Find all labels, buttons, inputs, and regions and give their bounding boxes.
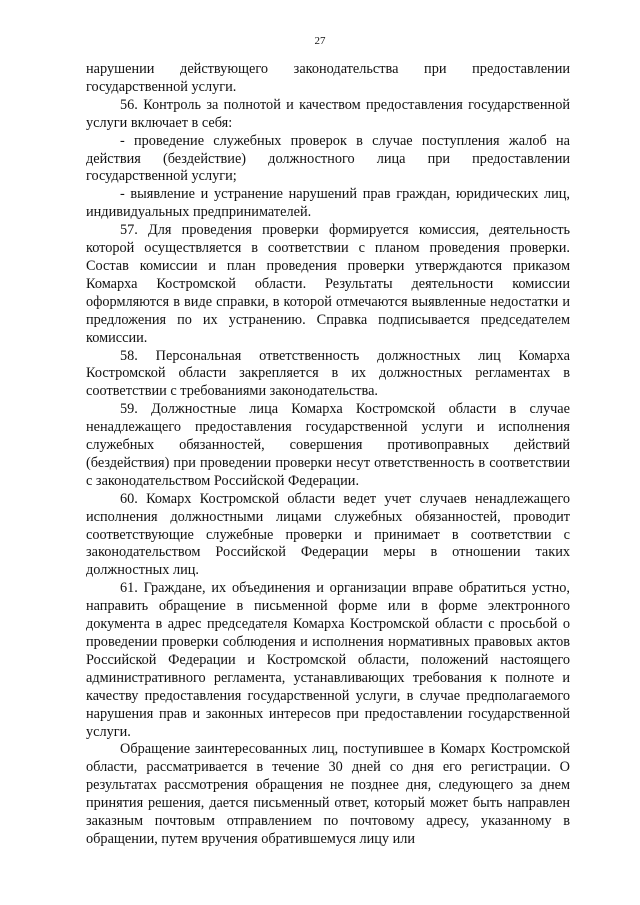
- paragraph: 57. Для проведения проверки формируется комиссия, деятельность которой осуществляется в соответствии с планом проведения проверки. Состав комиссии и план проведения проверки утверждаются приказом Комарха Костромской области. Результаты деятельности комиссии оформляются в виде справки, в которой отмечаются выявленные недостатки и предложения по их устранению. Справка подписывается председателем комиссии.: [86, 222, 570, 346]
- paragraph: Обращение заинтересованных лиц, поступившее в Комарх Костромской области, рассматривается в течение 30 дней со дня его регистрации. О результатах рассмотрения обращения не позднее дня, следующего за днем принятия решения, дается письменный ответ, который может быть направлен заказным почтовым отправлением по почтовому адресу, указанному в обращении, путем вручения обратившемуся лицу или: [86, 741, 570, 847]
- paragraph: 56. Контроль за полнотой и качеством предоставления государственной услуги включает в себя:: [86, 96, 570, 131]
- paragraph: - проведение служебных проверок в случае поступления жалоб на действия (бездействие) должностного лица при предоставлении государственной услуги;: [86, 132, 570, 185]
- paragraph: - выявление и устранение нарушений прав граждан, юридических лиц, индивидуальных предпринимателей.: [86, 186, 570, 221]
- document-body: [86, 61, 570, 849]
- paragraph: 61. Граждане, их объединения и организации вправе обратиться устно, направить обращение в письменной форме или в форме электронного документа в адрес председателя Комарха Костромской области с просьбой о проведении проверки соблюдения и исполнения нормативных правовых актов Российской Федерации и Костромской области, положений настоящего административного регламента, устанавливающих требования к полноте и качеству предоставления государственной услуги, в случае предполагаемого нарушения прав и законных интересов при предоставлении государственной услуги.: [86, 580, 570, 740]
- page-number: 27: [314, 35, 326, 47]
- paragraph: нарушении действующего законодательства при предоставлении государственной услуги.: [86, 61, 570, 95]
- paragraph: 59. Должностные лица Комарха Костромской области в случае ненадлежащего предоставления государственной услуги и исполнения служебных обязанностей, совершения противоправных действий (бездействия) при проведении проверки несут ответственность в соответствии с законодательством Российской Федерации.: [86, 401, 570, 489]
- paragraph: 60. Комарх Костромской области ведет учет случаев ненадлежащего исполнения должностными лицами служебных обязанностей, проводит соответствующие служебные проверки и принимает в соответствии с законодательством Российской Федерации меры в отношении таких должностных лиц.: [86, 490, 570, 579]
- paragraph: 58. Персональная ответственность должностных лиц Комарха Костромской области закрепляется в их должностных регламентах в соответствии с требованиями законодательства.: [86, 347, 570, 400]
